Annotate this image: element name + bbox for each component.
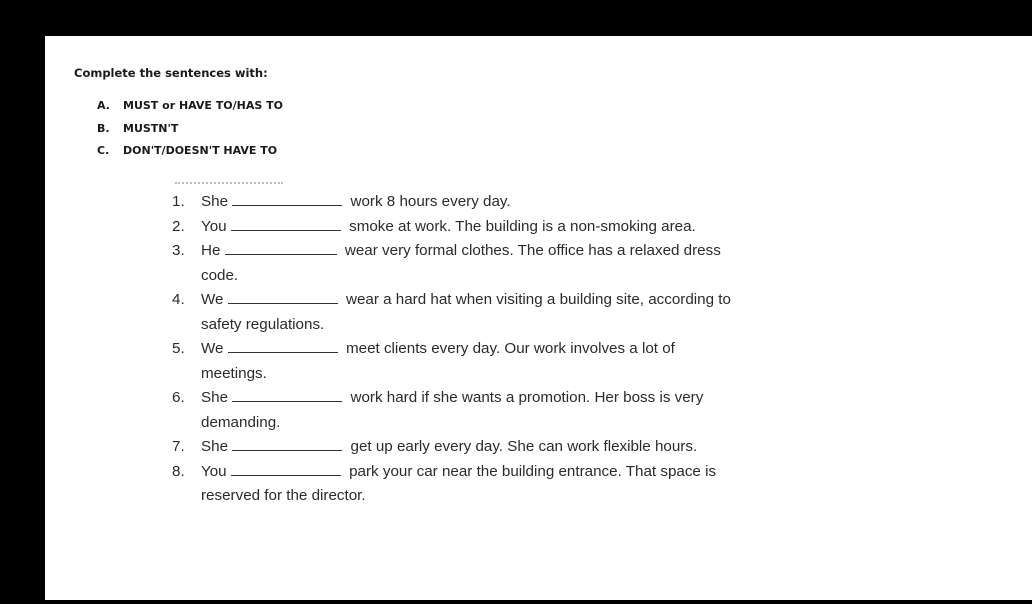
sentence-number: 4. [172, 291, 185, 308]
sentence-rest: wear a hard hat when visiting a building site, according to safety regulations. [201, 291, 731, 333]
sentence-rest: wear very formal clothes. The office has a relaxed dress code. [201, 242, 721, 284]
answer-blank[interactable] [231, 463, 341, 476]
option-c [97, 144, 283, 167]
sentence-subject: She [201, 438, 229, 455]
option-letter: A. [97, 99, 110, 112]
exercise-list [172, 190, 732, 509]
answer-blank[interactable] [231, 218, 341, 231]
sentence-subject: She [201, 193, 229, 210]
sentence-item [172, 215, 732, 240]
answer-blank[interactable] [232, 193, 342, 206]
sentence-number: 6. [172, 389, 185, 406]
sentence-subject: You [201, 462, 227, 480]
option-text: MUST or HAVE TO/HAS TO [123, 99, 283, 112]
sentence-item [172, 386, 732, 435]
sentence-subject: We [201, 340, 224, 357]
answer-blank[interactable] [228, 291, 338, 304]
sentence-rest: get up early every day. She can work flexible hours. [350, 438, 698, 455]
sentence-rest: meet clients every day. Our work involves a lot of meetings. [201, 340, 675, 382]
sentence-number: 8. [172, 462, 185, 480]
sentence-number: 2. [172, 217, 185, 235]
sentence-rest: work 8 hours every day. [350, 193, 511, 210]
sentence-rest: smoke at work. The building is a non-smoking area. [349, 217, 696, 235]
sentence-number: 1. [172, 193, 185, 210]
option-a [97, 99, 283, 122]
sentence-item [172, 190, 732, 215]
sentence-rest: work hard if she wants a promotion. Her boss is very demanding. [201, 389, 704, 431]
worksheet-page [45, 36, 1032, 600]
answer-blank[interactable] [232, 389, 342, 402]
option-text: DON'T/DOESN'T HAVE TO [123, 144, 278, 157]
option-letter: B. [97, 121, 110, 135]
option-text: MUSTN'T [123, 121, 179, 135]
sentence-number: 7. [172, 438, 185, 455]
answer-blank[interactable] [225, 242, 337, 255]
option-b [97, 122, 283, 145]
sentence-rest: park your car near the building entrance. That space is reserved for the director. [201, 462, 717, 504]
option-letter: C. [97, 144, 110, 157]
sentence-item [172, 288, 732, 337]
sentence-number: 3. [172, 242, 185, 259]
sentence-item [172, 460, 732, 509]
answer-blank[interactable] [232, 438, 342, 451]
instruction-heading: Complete the sentences with: [74, 66, 268, 80]
scan-artifact [175, 182, 283, 187]
answer-blank[interactable] [228, 340, 338, 353]
sentence-item [172, 239, 732, 288]
sentence-item [172, 435, 732, 460]
sentence-subject: She [201, 389, 229, 406]
sentence-subject: We [201, 291, 224, 308]
sentence-number: 5. [172, 340, 185, 357]
sentence-subject: He [201, 242, 221, 259]
sentence-item [172, 337, 732, 386]
answer-options-list [97, 99, 283, 167]
sentence-subject: You [201, 217, 227, 235]
